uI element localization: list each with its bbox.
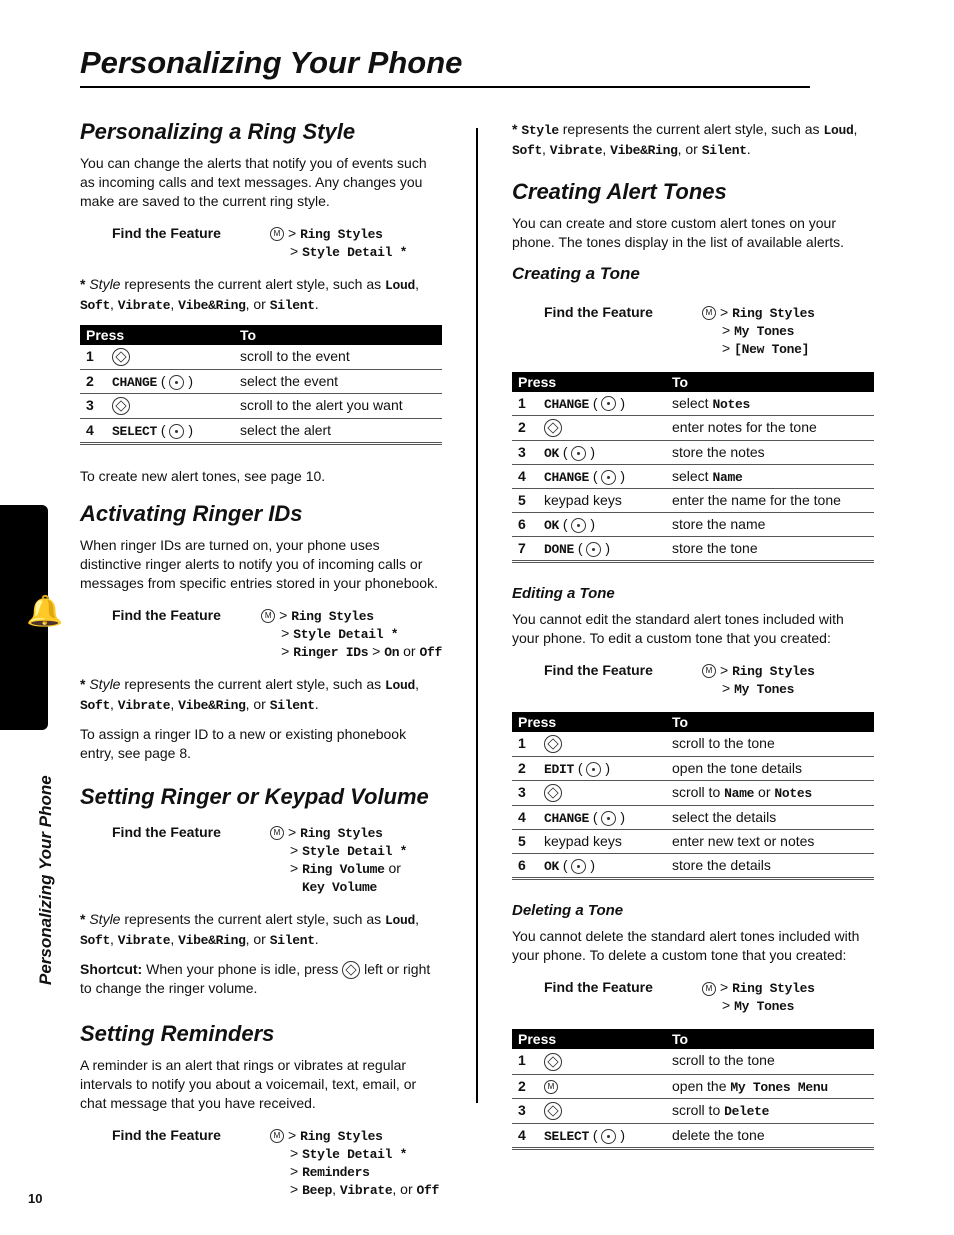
menu-key-icon: M [270, 826, 284, 840]
find-feature [112, 225, 442, 261]
center-key-icon [169, 375, 184, 390]
deleting-tone-heading: Deleting a Tone [512, 902, 624, 920]
ringer-ids-footer: To assign a ringer ID to a new or existing phonebook entry, see page 8. [80, 725, 407, 761]
find-feature: Find the Feature M > Ring Styles > Style Detail * > Reminders > Beep, Vibrate, or Off [112, 1126, 440, 1198]
table-row: 7 DONE ( ) store the tone [518, 539, 758, 557]
find-feature: Find the Feature M > Ring Styles > Style Detail * > Ringer IDs > On or Off [112, 606, 442, 660]
style-note: * Style represents the current alert style, such as Loud, Soft, Vibrate, Vibe&Ring, or Silent. [80, 675, 419, 713]
editing-tone-heading: Editing a Tone [512, 584, 615, 602]
reminders-intro: A reminder is an alert that rings or vibrates at regular intervals to notify you about a voicemail, text, email, or chat message that you have received. [80, 1056, 417, 1111]
editing-tone-intro: You cannot edit the standard alert tones included with your phone. To edit a custom tone that you created: [512, 610, 844, 646]
style-note: * Style represents the current alert style, such as Loud, Soft, Vibrate, Vibe&Ring, or Silent. [80, 911, 419, 949]
nav-key-icon [342, 961, 360, 979]
table-row: 4 SELECT ( ) delete the tone [518, 1126, 765, 1144]
ring-style-table: Press To 1 scroll to the event 2 CHANGE ( ) select the event 3 scroll to the alert you want 4 SELECT ( ) select the alert [80, 325, 442, 446]
ringer-ids-intro: When ringer IDs are turned on, your phone uses distinctive ringer alerts to notify you of incoming calls or messages from specific entries stored in your phonebook. [80, 536, 438, 591]
deleting-tone-intro: You cannot delete the standard alert tones included with your phone. To delete a custom tone that you created: [512, 928, 860, 964]
table-row: 3 scroll to Delete [512, 1098, 874, 1123]
ring-style-section [80, 118, 442, 486]
nav-key-icon [544, 419, 562, 437]
table-row: 5 keypad keys enter new text or notes [512, 830, 874, 854]
style-note: * Style represents the current alert style, such as Loud, Soft, Vibrate, Vibe&Ring, or Silent. [80, 275, 419, 313]
ring-style-heading: Personalizing a Ring Style [80, 119, 356, 144]
menu-key-icon: M [270, 1129, 284, 1143]
table-row: 3 OK ( ) store the notes [512, 440, 874, 464]
ring-style-intro: You can change the alerts that notify you of events such as incoming calls and text messages. Any changes you make are saved to the current ring style. [80, 154, 427, 209]
table-row: 1 scroll to the event [80, 345, 442, 370]
reminders-heading: Setting Reminders [80, 1021, 275, 1047]
side-tab-text: Personalizing Your Phone [36, 775, 55, 985]
center-key-icon [601, 811, 616, 826]
style-note: * Style represents the current alert style, such as Loud, Soft, Vibrate, Vibe&Ring, or Silent. [512, 121, 858, 158]
table-row: 6 OK ( ) store the details [518, 857, 771, 875]
editing-tone-table: Press To 1 scroll to the tone 2 EDIT ( ) open the tone details 3 scroll to Name or Notes 4 CHANGE ( ) select the details 5 keypad keys enter new text or notes 6 OK ( ) store the details [512, 712, 874, 881]
page-title: Personalizing Your Phone [80, 44, 810, 88]
nav-key-icon [112, 348, 130, 366]
shortcut-note: Shortcut: When your phone is idle, press left or right to change the ringer volume. [80, 961, 431, 997]
center-key-icon [601, 396, 616, 411]
center-key-icon [601, 1129, 616, 1144]
ringer-ids-section [80, 500, 442, 763]
feature-path: M > Ring Styles > Style Detail * [270, 225, 407, 261]
find-feature: Find the Feature M > Ring Styles > Style Detail * > Ring Volume or Key Volume [112, 824, 408, 896]
alert-tones-heading: Creating Alert Tones [512, 179, 727, 204]
table-row: 2 enter notes for the tone [512, 415, 874, 440]
table-row: 3 scroll to the alert you want [80, 393, 442, 418]
center-key-icon [571, 859, 586, 874]
right-column [512, 120, 874, 1168]
find-feature: Find the Feature M > Ring Styles > My Tones [544, 661, 815, 697]
nav-key-icon [544, 735, 562, 753]
center-key-icon [169, 424, 184, 439]
center-key-icon [571, 446, 586, 461]
table-row: 2 CHANGE ( ) select the event [80, 369, 442, 393]
table-row: 2 M open the My Tones Menu [512, 1074, 874, 1098]
find-feature: Find the Feature M > Ring Styles > My Tones [544, 979, 815, 1015]
center-key-icon [601, 470, 616, 485]
table-row: 4 CHANGE ( ) select Name [512, 464, 874, 488]
menu-key-icon: M [261, 609, 275, 623]
table-row: 1 CHANGE ( ) select Notes [512, 392, 874, 416]
ringing-bell-icon: 🔔 [26, 595, 64, 628]
center-key-icon [586, 542, 601, 557]
nav-key-icon [544, 1053, 562, 1071]
table-row: 1 scroll to the tone [512, 1049, 874, 1074]
table-row: 4 CHANGE ( ) select the details [512, 806, 874, 830]
ringer-ids-heading: Activating Ringer IDs [80, 501, 303, 527]
find-feature: Find the Feature M > Ring Styles > My Tones > [New Tone] [544, 303, 815, 357]
page-number: 10 [28, 1191, 43, 1206]
deleting-tone-table: Press To 1 scroll to the tone 2 M open the My Tones Menu 3 scroll to Delete 4 SELECT ( ) delete the tone [512, 1029, 874, 1150]
table-row: 1 scroll to the tone [512, 732, 874, 757]
reminders-section [80, 1020, 442, 1199]
nav-key-icon [544, 784, 562, 802]
nav-key-icon [112, 397, 130, 415]
alert-tones-intro: You can create and store custom alert tones on your phone. The tones display in the list of available alerts. [512, 214, 845, 250]
table-row: 6 OK ( ) store the name [512, 512, 874, 536]
menu-key-icon: M [270, 227, 284, 241]
column-divider [476, 128, 478, 1103]
center-key-icon [571, 518, 586, 533]
nav-key-icon [544, 1102, 562, 1120]
table-row: 3 scroll to Name or Notes [512, 781, 874, 806]
ringer-volume-section [80, 783, 442, 999]
center-key-icon [586, 762, 601, 777]
ring-style-footer: To create new alert tones, see page 10. [80, 468, 326, 485]
menu-key-icon: M [702, 982, 716, 996]
menu-key-icon: M [544, 1080, 558, 1094]
menu-key-icon: M [702, 664, 716, 678]
ringer-volume-heading: Setting Ringer or Keypad Volume [80, 783, 429, 809]
table-row: 4 SELECT ( ) select the alert [86, 422, 332, 440]
creating-tone-table: Press To 1 CHANGE ( ) select Notes 2 enter notes for the tone 3 OK ( ) store the notes 4 CHANGE ( ) select Name 5 keypad keys enter the name for the tone 6 OK ( ) store the name 7 DONE ( ) store the tone [512, 372, 874, 563]
menu-key-icon: M [702, 306, 716, 320]
left-column [80, 118, 442, 1213]
creating-tone-heading: Creating a Tone [512, 263, 640, 283]
table-row: 5 keypad keys enter the name for the tone [512, 488, 874, 512]
find-feature-label: Find the Feature [112, 224, 221, 241]
alert-tones-section [512, 178, 874, 1150]
table-row: 2 EDIT ( ) open the tone details [512, 757, 874, 781]
